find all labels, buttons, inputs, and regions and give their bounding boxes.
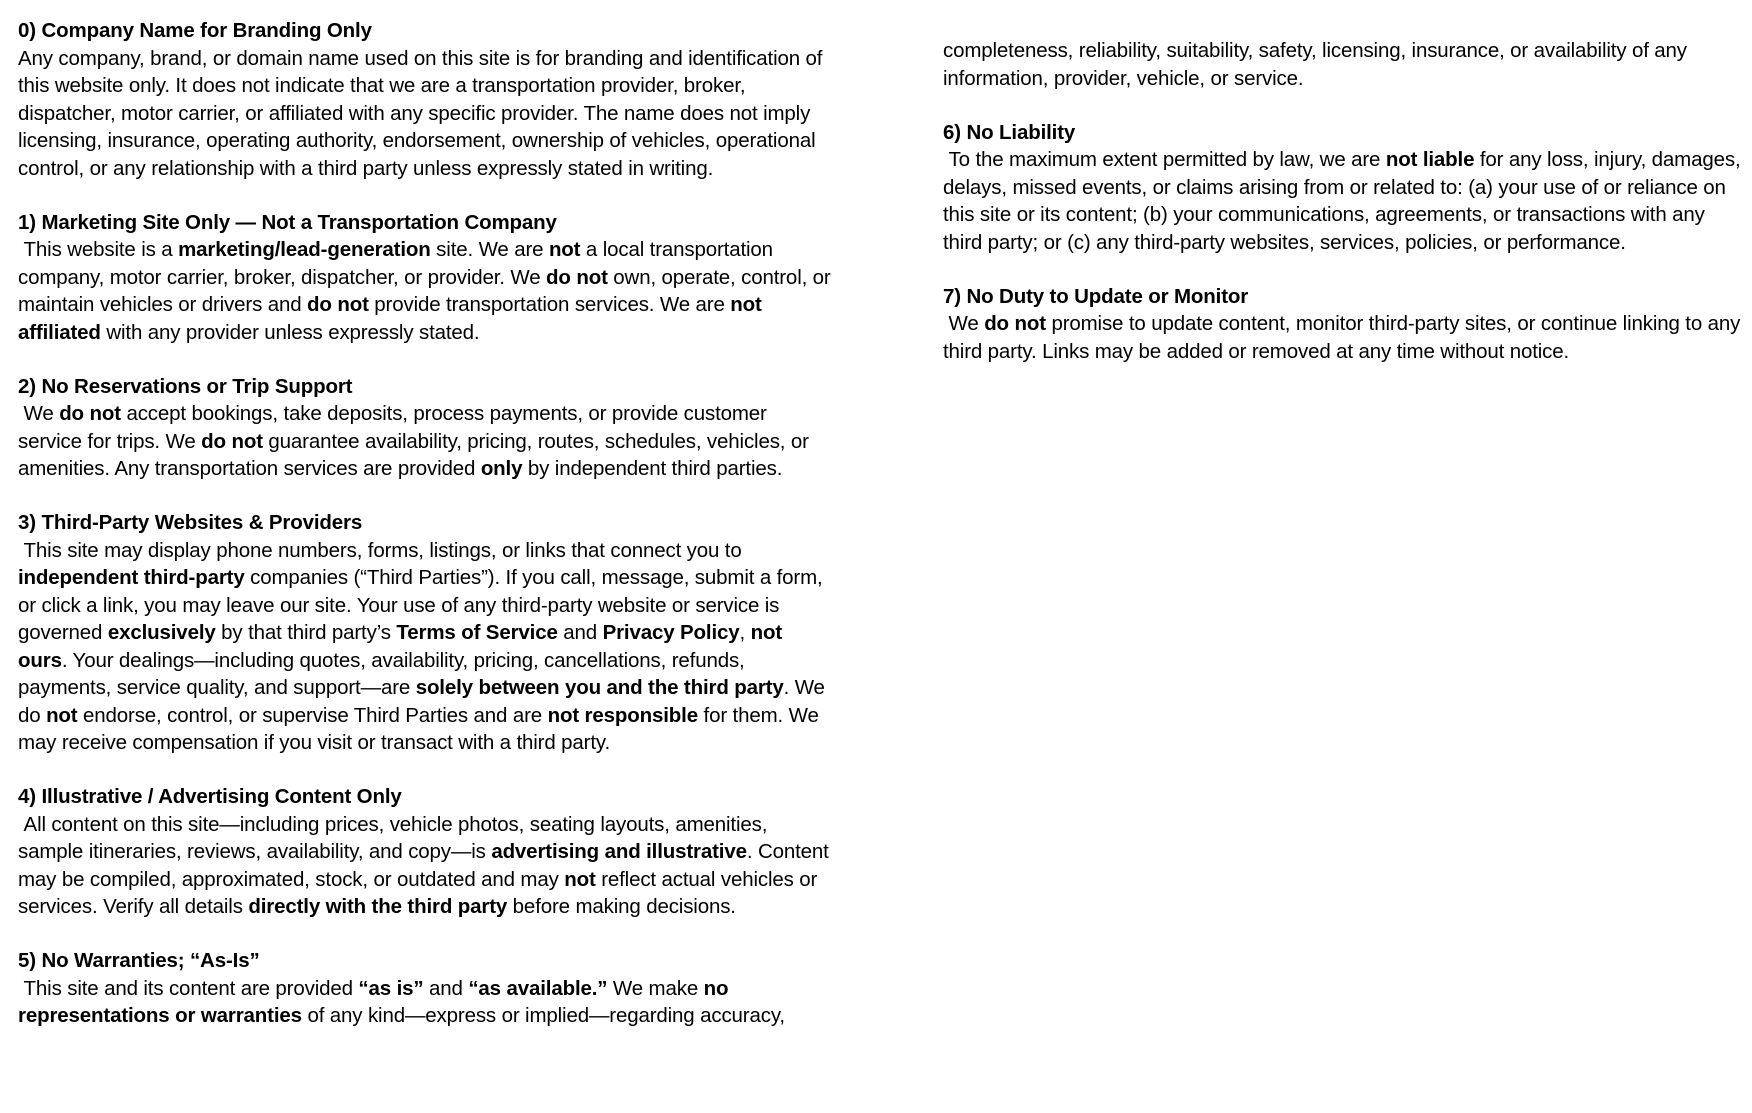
section-body: This site and its content are provided “as is” and “as available.” We make no representations or warranties of any kind—express or implied—regarding accuracy, — [18, 976, 785, 1027]
left-text-column — [18, 17, 837, 1056]
section-heading: 3) Third-Party Websites & Providers — [18, 511, 363, 534]
section-heading: 1) Marketing Site Only — Not a Transportation Company — [18, 210, 557, 234]
section-body: We do not promise to update content, monitor third-party sites, or continue linking to any third party. Links may be added or removed at any time without notice. — [943, 312, 1746, 363]
section-body: This site may display phone numbers, forms, listings, or links that connect you to independent third-party companies (“Third Parties”). If you call, message, submit a form, or click a link, you may leave our site. Your use of any third-party website or service is governed exclusively by that third party’s Terms of Service and Privacy Policy, not ours. Your dealings—including quotes, availability, pricing, cancellations, refunds, payments, service quality, and support—are solely between you and the third party. We do not endorse, control, or supervise Third Parties and are not responsible for them. We may receive compensation if you visit or transact with a third party. — [18, 538, 831, 754]
section-no-warranties-continued — [943, 37, 1743, 92]
section-heading: 6) No Liability — [943, 120, 1076, 144]
section-heading: 4) Illustrative / Advertising Content Only — [18, 785, 402, 808]
section-body: completeness, reliability, suitability, safety, licensing, insurance, or availability of any information, provider, vehicle, or service. — [943, 39, 1693, 90]
section-no-reservations — [18, 373, 833, 483]
section-body: To the maximum extent permitted by law, we are not liable for any loss, injury, damages, delays, missed events, or claims arising from or related to: (a) your use of or reliance on this site or its content; (b) your communications, agreements, or transactions with any third party; or (c) any third-party websites, services, policies, or performance. — [943, 148, 1747, 254]
section-heading: 2) No Reservations or Trip Support — [18, 374, 353, 398]
section-body: All content on this site—including prices, vehicle photos, seating layouts, amenities, sample itineraries, reviews, availability, and copy—is advertising and illustrative. Content may be compiled, approximated, stock, or outdated and may not reflect actual vehicles or services. Verify all details directly with the third party before making decisions. — [18, 812, 835, 918]
section-heading: 7) No Duty to Update or Monitor — [943, 284, 1249, 308]
section-heading: 5) No Warranties; “As-Is” — [18, 949, 260, 972]
right-text-column — [943, 37, 1747, 392]
section-body: This website is a marketing/lead-generation site. We are not a local transportation company, motor carrier, broker, dispatcher, or provider. We do not own, operate, control, or maintain vehicles or drivers and do not provide transportation services. We are not affiliated with any provider unless expressly stated. — [18, 238, 837, 344]
section-body: Any company, brand, or domain name used on this site is for branding and identification of this website only. It does not indicate that we are a transportation provider, broker, dispatcher, motor carrier, or affiliated with any specific provider. The name does not imply licensing, insurance, operating authority, endorsement, ownership of vehicles, operational control, or any relationship with a third party unless expressly stated in writing. — [18, 46, 828, 180]
section-heading: 0) Company Name for Branding Only — [18, 19, 372, 42]
section-illustrative-content — [18, 783, 833, 921]
section-third-party-websites — [18, 509, 833, 757]
section-no-duty-to-update — [943, 283, 1746, 366]
section-company-name-branding — [18, 17, 833, 182]
section-body: We do not accept bookings, take deposits, process payments, or provide customer service for trips. We do not guarantee availability, pricing, routes, schedules, vehicles, or amenities. Any transportation services are provided only by independent third parties. — [18, 402, 815, 480]
section-no-warranties — [18, 947, 833, 1030]
section-marketing-site-only — [18, 209, 837, 347]
section-no-liability — [943, 119, 1747, 257]
